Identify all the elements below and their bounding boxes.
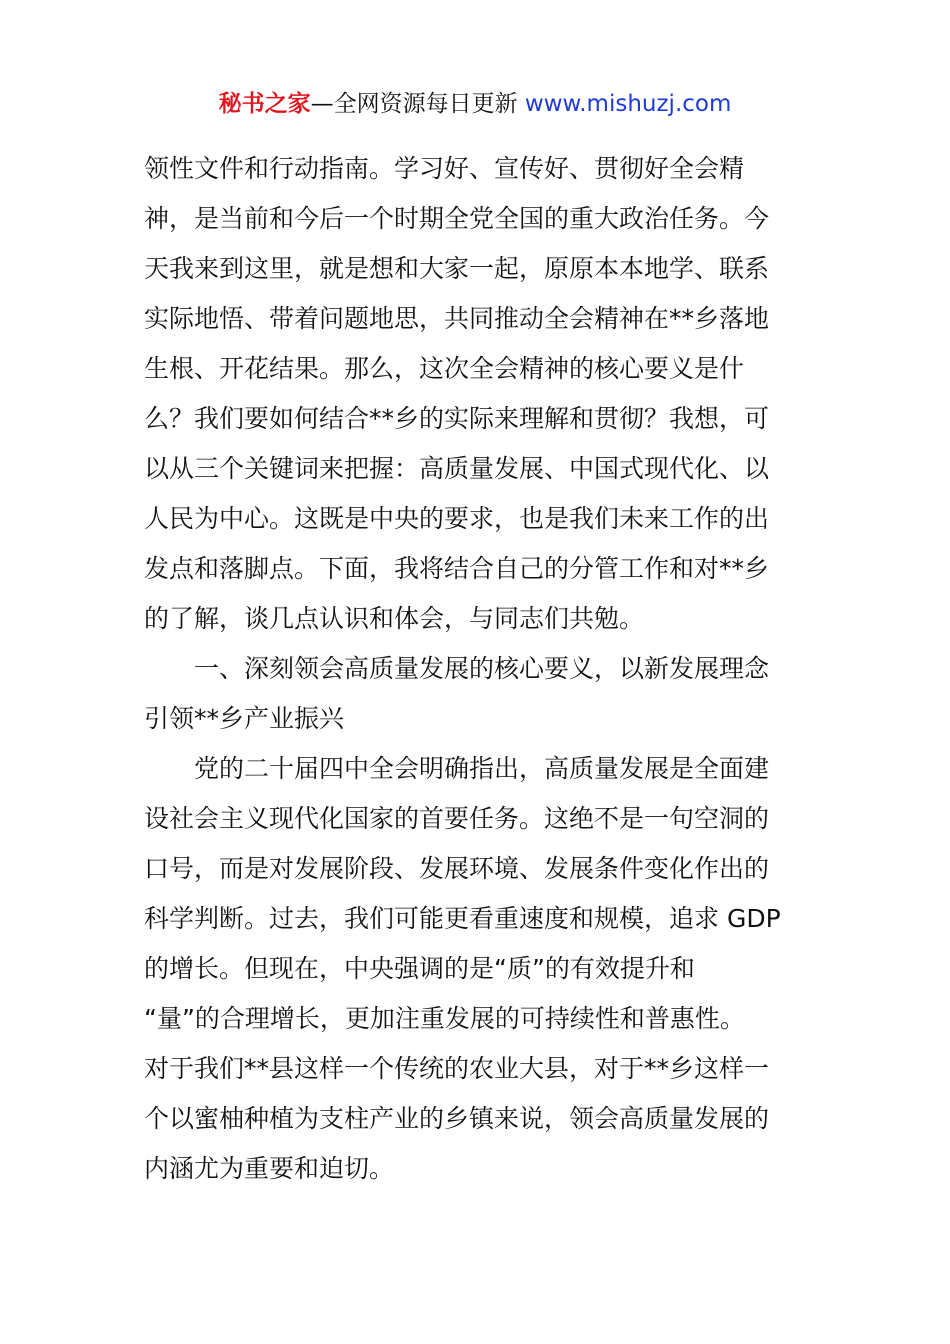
paragraph-line: 么？我们要如何结合**乡的实际来理解和贯彻？我想，可 [144, 404, 770, 433]
paragraph-line: 领性文件和行动指南。学习好、宣传好、贯彻好全会精 [144, 154, 745, 183]
section-heading-continued: 引领**乡产业振兴 [144, 704, 345, 733]
paragraph-line: 天我来到这里，就是想和大家一起，原原本本地学、联系 [144, 254, 770, 283]
paragraph-line: 神，是当前和今后一个时期全党全国的重大政治任务。今 [144, 204, 770, 233]
paragraph-line: 人民为中心。这既是中央的要求，也是我们未来工作的出 [144, 504, 770, 533]
paragraph-line: 对于我们**县这样一个传统的农业大县，对于**乡这样一 [144, 1054, 770, 1083]
brand-name: 秘书之家 [218, 91, 311, 117]
paragraph-line: 发点和落脚点。下面，我将结合自己的分管工作和对**乡 [144, 554, 770, 583]
paragraph-line: 党的二十届四中全会明确指出，高质量发展是全面建 [194, 754, 770, 783]
paragraph-line: 实际地悟、带着问题地思，共同推动全会精神在**乡落地 [144, 304, 770, 333]
section-heading: 一、深刻领会高质量发展的核心要义，以新发展理念 [194, 654, 770, 683]
paragraph-line: 的增长。但现在，中央强调的是“质”的有效提升和 [144, 954, 695, 983]
document-body [144, 144, 814, 1194]
paragraph-line: 设社会主义现代化国家的首要任务。这绝不是一句空洞的 [144, 804, 770, 833]
paragraph-line: 口号，而是对发展阶段、发展环境、发展条件变化作出的 [144, 854, 770, 883]
header-tagline: —全网资源每日更新 [310, 91, 525, 117]
paragraph-line: 个以蜜柚种植为支柱产业的乡镇来说，领会高质量发展的 [144, 1104, 770, 1133]
paragraph-line: 科学判断。过去，我们可能更看重速度和规模，追求 GDP [144, 904, 781, 933]
paragraph-line: “量”的合理增长，更加注重发展的可持续性和普惠性。 [144, 1004, 745, 1033]
paragraph-line: 内涵尤为重要和迫切。 [144, 1154, 395, 1183]
paragraph-line: 以从三个关键词来把握：高质量发展、中国式现代化、以 [144, 454, 770, 483]
paragraph-line: 生根、开花结果。那么，这次全会精神的核心要义是什 [144, 354, 745, 383]
site-url-link[interactable]: www.mishuzj.com [524, 91, 732, 117]
paragraph-line: 的了解，谈几点认识和体会，与同志们共勉。 [144, 604, 645, 633]
site-header [0, 86, 950, 122]
